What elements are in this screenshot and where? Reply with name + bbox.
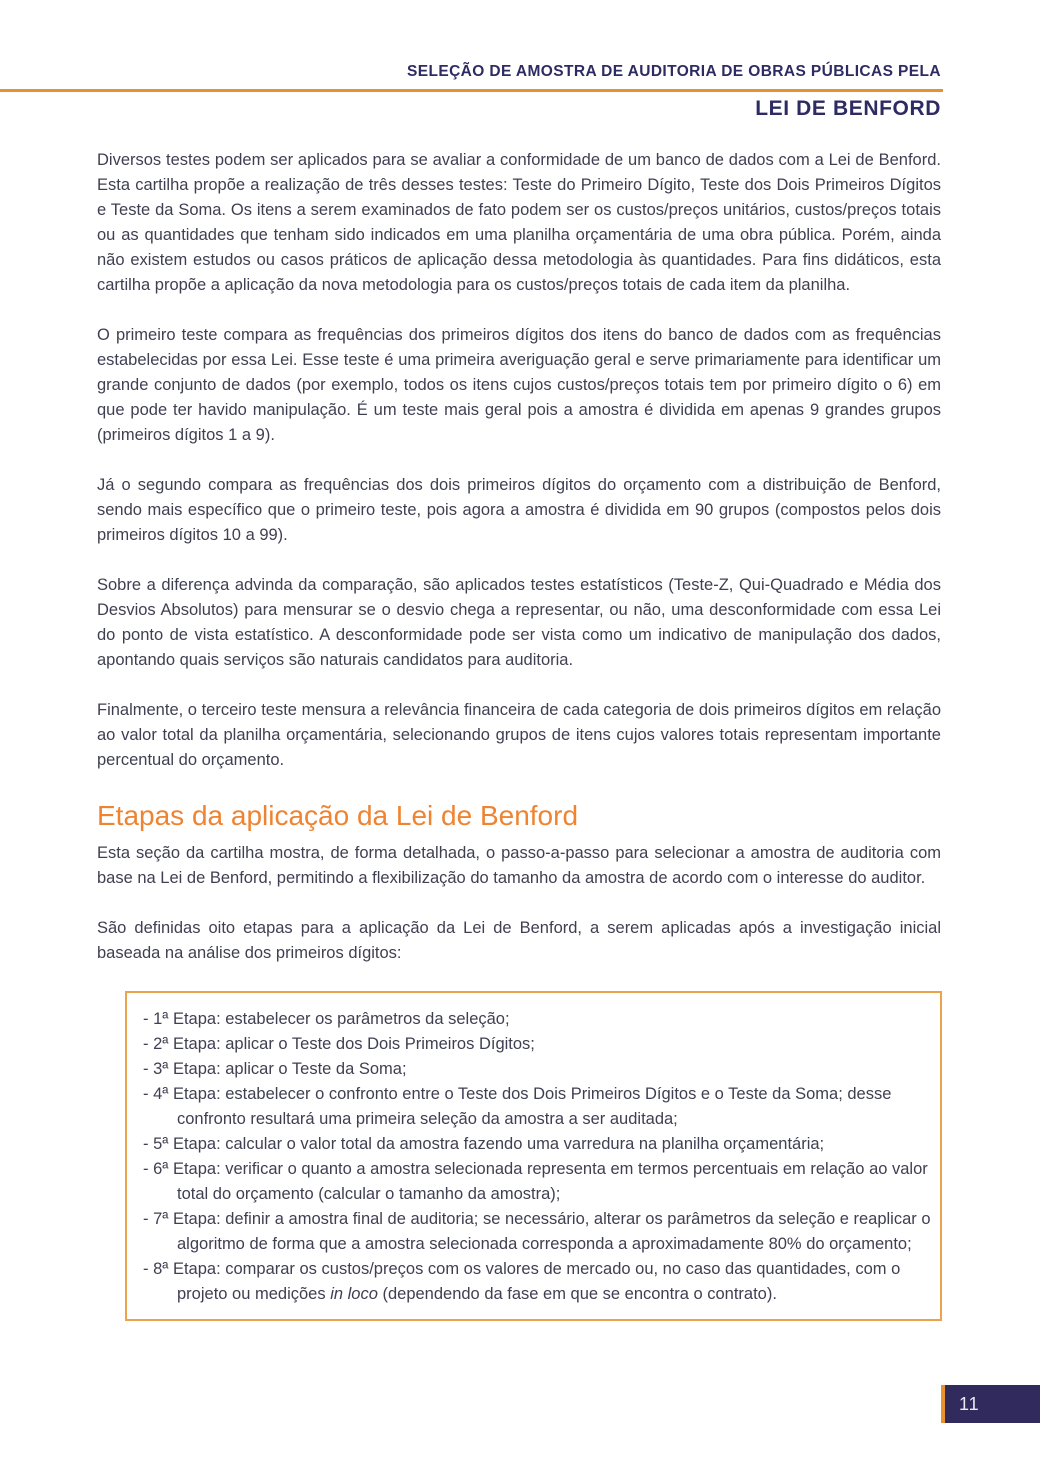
list-item-etapa-2: - 2ª Etapa: aplicar o Teste dos Dois Primeiros Dígitos; [143, 1035, 535, 1053]
list-item-etapa-6: - 6ª Etapa: verificar o quanto a amostra selecionada representa em termos percentuais em relação ao valor total do orçamento (calcular o tamanho da amostra); [143, 1160, 928, 1203]
etapa-8-text: - 8ª Etapa: comparar os custos/preços com os valores de mercado ou, no caso das quantidades, com o projeto ou medições [143, 1260, 901, 1303]
header-title-line1: SELEÇÃO DE AMOSTRA DE AUDITORIA DE OBRAS PÚBLICAS PELA [407, 63, 941, 80]
section-heading: Etapas da aplicação da Lei de Benford [97, 800, 579, 831]
etapa-8-italic-term: in loco [330, 1285, 378, 1303]
paragraph-second-test: Já o segundo compara as frequências dos dois primeiros dígitos do orçamento com a distribuição de Benford, sendo mais específico que o primeiro teste, pois agora a amostra é dividida em 90 grupos (compostos pelos dois primeiros dígitos 10 a 99). [97, 476, 941, 544]
paragraph-third-test: Finalmente, o terceiro teste mensura a relevância financeira de cada categoria de dois primeiros dígitos em relação ao valor total da planilha orçamentária, selecionando grupos de itens cujos valores totais representam importante percentual do orçamento. [97, 701, 941, 769]
etapas-list [143, 1007, 934, 1307]
page-number-badge [941, 1385, 1040, 1423]
list-item-etapa-4: - 4ª Etapa: estabelecer o confronto entre o Teste dos Dois Primeiros Dígitos e o Teste da Soma; desse confronto resultará uma primeira seleção da amostra a ser auditada; [143, 1085, 892, 1128]
page-body [97, 148, 941, 1321]
paragraph-intro-tests: Diversos testes podem ser aplicados para se avaliar a conformidade de um banco de dados com a Lei de Benford. Esta cartilha propõe a realização de três desses testes: Teste do Primeiro Dígito, Teste dos Dois Primeiros Dígitos e Teste da Soma. Os itens a serem examinados de fato podem ser os custos/preços unitários, custos/preços totais ou as quantidades que tenham sido indicados em uma planilha orçamentária de uma obra pública. Porém, ainda não existem estudos ou casos práticos de aplicação dessa metodologia às quantidades. Para fins didáticos, esta cartilha propõe a aplicação da nova metodologia para os custos/preços totais de cada item da planilha. [97, 151, 941, 294]
paragraph-section-intro: Esta seção da cartilha mostra, de forma detalhada, o passo-a-passo para selecionar a amostra de auditoria com base na Lei de Benford, permitindo a flexibilização do tamanho da amostra de acordo com o interesse do auditor. [97, 844, 941, 887]
list-item-etapa-1: - 1ª Etapa: estabelecer os parâmetros da seleção; [143, 1010, 510, 1028]
list-item-etapa-7: - 7ª Etapa: definir a amostra final de auditoria; se necessário, alterar os parâmetros da seleção e reaplicar o algoritmo de forma que a amostra selecionada corresponda a aproximadamente 80% do orçamento; [143, 1210, 931, 1253]
header-title-line2: LEI DE BENFORD [755, 97, 941, 120]
list-item-etapa-3: - 3ª Etapa: aplicar o Teste da Soma; [143, 1060, 407, 1078]
paragraph-first-test: O primeiro teste compara as frequências dos primeiros dígitos dos itens do banco de dados com as frequências estabelecidas por essa Lei. Esse teste é uma primeira averiguação geral e serve primariamente para identificar um grande conjunto de dados (por exemplo, todos os itens cujos custos/preços totais tem por primeiro dígito o 6) em que pode ter havido manipulação. É um teste mais geral pois a amostra é dividida em apenas 9 grandes grupos (primeiros dígitos 1 a 9). [97, 326, 941, 444]
paragraph-statistical-tests: Sobre a diferença advinda da comparação, são aplicados testes estatísticos (Teste-Z, Qui-Quadrado e Média dos Desvios Absolutos) para mensurar se o desvio chega a representar, ou não, uma desconformidade com essa Lei do ponto de vista estatístico. A desconformidade pode ser vista como um indicativo de manipulação dos dados, apontando quais serviços são naturais candidatos para auditoria. [97, 576, 941, 669]
paragraph-eight-steps: São definidas oito etapas para a aplicação da Lei de Benford, a serem aplicadas após a investigação inicial baseada na análise dos primeiros dígitos: [97, 919, 941, 962]
etapa-8-text-end: (dependendo da fase em que se encontra o contrato). [377, 1285, 777, 1303]
header-rule [0, 89, 943, 92]
page-number: 11 [959, 1394, 980, 1414]
list-item-etapa-5: - 5ª Etapa: calcular o valor total da amostra fazendo uma varredura na planilha orçamentária; [143, 1135, 825, 1153]
list-item-etapa-8 [143, 1257, 934, 1307]
etapas-box [125, 991, 942, 1321]
